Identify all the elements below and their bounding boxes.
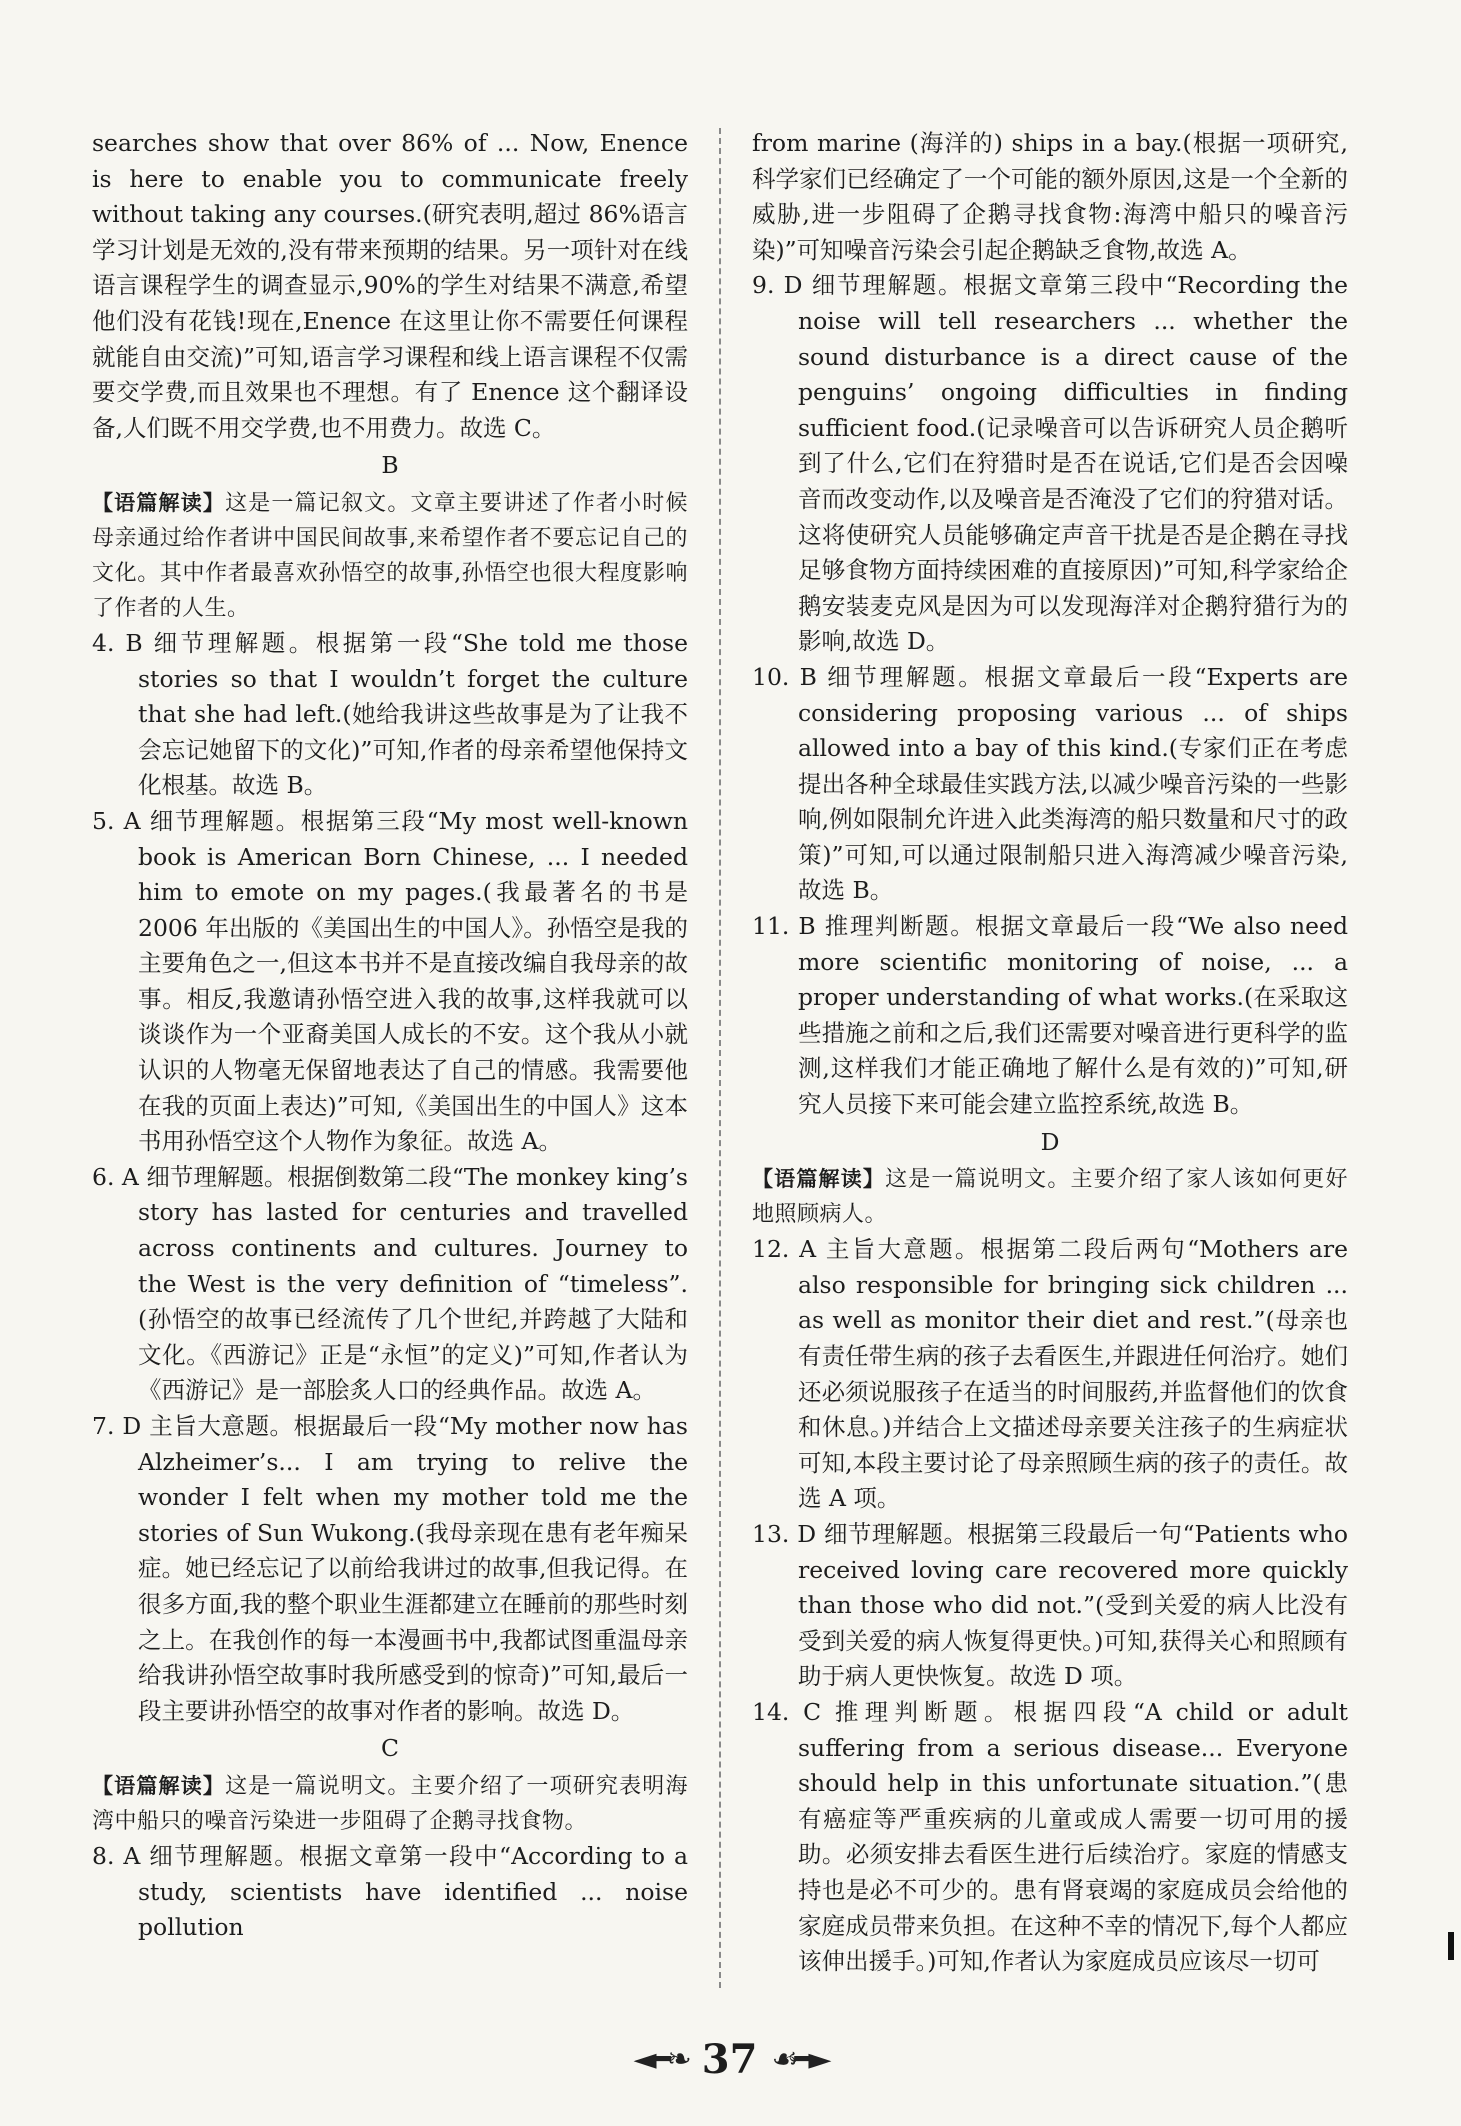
left-ornament-icon: ◄━❧	[633, 2041, 688, 2077]
analysis-text: 这是一篇记叙文。文章主要讲述了作者小时候母亲通过给作者讲中国民间故事,来希望作者不要忘记自己的文化。其中作者最喜欢孙悟空的故事,孙悟空也很大程度影响了作者的人生。	[92, 490, 688, 621]
answer-item-8: 8. A 细节理解题。根据文章第一段中“According to a study, scientists have identified ... noise pollution	[92, 1841, 688, 1942]
right-ornament-icon: ☙━►	[771, 2041, 828, 2077]
analysis-text: 这是一篇说明文。主要介绍了家人该如何更好地照顾病人。	[752, 1167, 1348, 1228]
left-column	[92, 126, 688, 1946]
answer-item-6: 6. A 细节理解题。根据倒数第二段“The monkey king’s story has lasted for centuries and travelled across continents and cultures. Journey to the West is the very definition of “timeless”.(孙悟空的故事已经流传了几个世纪,并跨越了大陆和文化。《西游记》正是“永恒”的定义)”可知,作者认为《西游记》是一部脍炙人口的经典作品。故选 A。	[92, 1162, 688, 1405]
section-heading-d: D	[1040, 1127, 1060, 1156]
section-heading-b: B	[381, 451, 399, 480]
passage-c-analysis	[92, 1769, 688, 1839]
passage-d-analysis	[752, 1162, 1348, 1232]
answer-item-13: 13. D 细节理解题。根据第三段最后一句“Patients who received loving care recovered more quickly than those who did not.”(受到关爱的病人比没有受到关爱的病人恢复得更快。)可知,获得关心和照顾有助于病人更快恢复。故选 D 项。	[752, 1519, 1348, 1691]
answer-item-4: 4. B 细节理解题。根据第一段“She told me those stories so that I wouldn’t forget the culture that she had left.(她给我讲这些故事是为了让我不会忘记她留下的文化)”可知,作者的母亲希望他保持文化根基。故选 B。	[92, 628, 688, 800]
analysis-text: 这是一篇说明文。主要介绍了一项研究表明海湾中船只的噪音污染进一步阻碍了企鹅寻找食物。	[92, 1773, 688, 1834]
answer-item-9: 9. D 细节理解题。根据文章第三段中“Recording the noise will tell researchers ... whether the sound disturbance is a direct cause of the penguins’ ongoing difficulties in finding sufficient food.(记录噪音可以告诉研究人员企鹅听到了什么,它们在狩猎时是否在说话,它们是否会因噪音而改变动作,以及噪音是否淹没了它们的狩猎对话。这将使研究人员能够确定声音干扰是否是企鹅在寻找足够食物方面持续困难的直接原因)”可知,科学家给企鹅安装麦克风是因为可以发现海洋对企鹅狩猎行为的影响,故选 D。	[752, 271, 1348, 656]
section-heading-c: C	[381, 1734, 399, 1763]
answer-item-10: 10. B 细节理解题。根据文章最后一段“Experts are considering proposing various ... of ships allowed into a bay of this kind.(专家们正在考虑提出各种全球最佳实践方法,以减少噪音污染的一些影响,例如限制允许进入此类海湾的船只数量和尺寸的政策)”可知,可以通过限制船只进入海湾减少噪音污染,故选 B。	[752, 662, 1348, 905]
right-column	[752, 126, 1348, 1980]
answer-item-11: 11. B 推理判断题。根据文章最后一段“We also need more scientific monitoring of noise, ... a proper understanding of what works.(在采取这些措施之前和之后,我们还需要对噪音进行更科学的监测,这样我们才能正确地了解什么是有效的)”可知,研究人员接下来可能会建立监控系统,故选 B。	[752, 912, 1348, 1119]
answer-item-12: 12. A 主旨大意题。根据第二段后两句“Mothers are also responsible for bringing sick children ... as well as monitor their diet and rest.”(母亲也有责任带生病的孩子去看医生,并跟进任何治疗。她们还必须说服孩子在适当的时间服药,并监督他们的饮食和休息。)并结合上文描述母亲要关注孩子的生病症状可知,本段主要讨论了母亲照顾生病的孩子的责任。故选 A 项。	[752, 1235, 1348, 1513]
passage-b-analysis	[92, 486, 688, 626]
edge-mark	[1448, 1932, 1454, 1960]
analysis-tag: 【语篇解读】	[92, 1773, 226, 1798]
answer-item-5: 5. A 细节理解题。根据第三段“My most well-known book is American Born Chinese, ... I needed him to emote on my pages.(我最著名的书是 2006 年出版的《美国出生的中国人》。孙悟空是我的主要角色之一,但这本书并不是直接改编自我母亲的故事。相反,我邀请孙悟空进入我的故事,这样我就可以谈谈作为一个亚裔美国人成长的不安。这个我从小就认识的人物毫无保留地表达了自己的情感。我需要他在我的页面上表达)”可知,《美国出生的中国人》这本书用孙悟空这个人物作为象征。故选 A。	[92, 806, 688, 1156]
passage-a-answer-continued: searches show that over 86% of ... Now, Enence is here to enable you to communicate freely without taking any courses.(研究表明,超过 86%语言学习计划是无效的,没有带来预期的结果。另一项针对在线语言课程学生的调查显示,90%的学生对结果不满意,希望他们没有花钱!现在,Enence 在这里让你不需要任何课程就能自由交流)”可知,语言学习课程和线上语言课程不仅需要交学费,而且效果也不理想。有了 Enence 这个翻译设备,人们既不用交学费,也不用费力。故选 C。	[92, 129, 688, 442]
answer-item-8-continued: from marine (海洋的) ships in a bay.(根据一项研究,科学家们已经确定了一个可能的额外原因,这是一个全新的威胁,进一步阻碍了企鹅寻找食物:海湾中船只的噪音污染)”可知噪音污染会引起企鹅缺乏食物,故选 A。	[752, 129, 1348, 264]
analysis-tag: 【语篇解读】	[92, 490, 226, 515]
column-divider	[719, 128, 721, 1988]
answer-item-14: 14. C 推理判断题。根据四段“A child or adult suffering from a serious disease... Everyone should help in this unfortunate situation.”(患有癌症等严重疾病的儿童或成人需要一切可用的援助。必须安排去看医生进行后续治疗。家庭的情感支持也是必不可少的。患有肾衰竭的家庭成员会给他的家庭成员带来负担。在这种不幸的情况下,每个人都应该伸出援手。)可知,作者认为家庭成员应该尽一切可	[752, 1697, 1348, 1976]
analysis-tag: 【语篇解读】	[752, 1167, 886, 1192]
answer-item-7: 7. D 主旨大意题。根据最后一段“My mother now has Alzheimer’s... I am trying to relive the wonder I felt when my mother told me the stories of Sun Wukong.(我母亲现在患有老年痴呆症。她已经忘记了以前给我讲过的故事,但我记得。在很多方面,我的整个职业生涯都建立在睡前的那些时刻之上。在我创作的每一本漫画书中,我都试图重温母亲给我讲孙悟空故事时我所感受到的惊奇)”可知,最后一段主要讲孙悟空的故事对作者的影响。故选 D。	[92, 1412, 688, 1725]
page-footer	[0, 2034, 1461, 2084]
page-number: 37	[701, 2035, 758, 2083]
